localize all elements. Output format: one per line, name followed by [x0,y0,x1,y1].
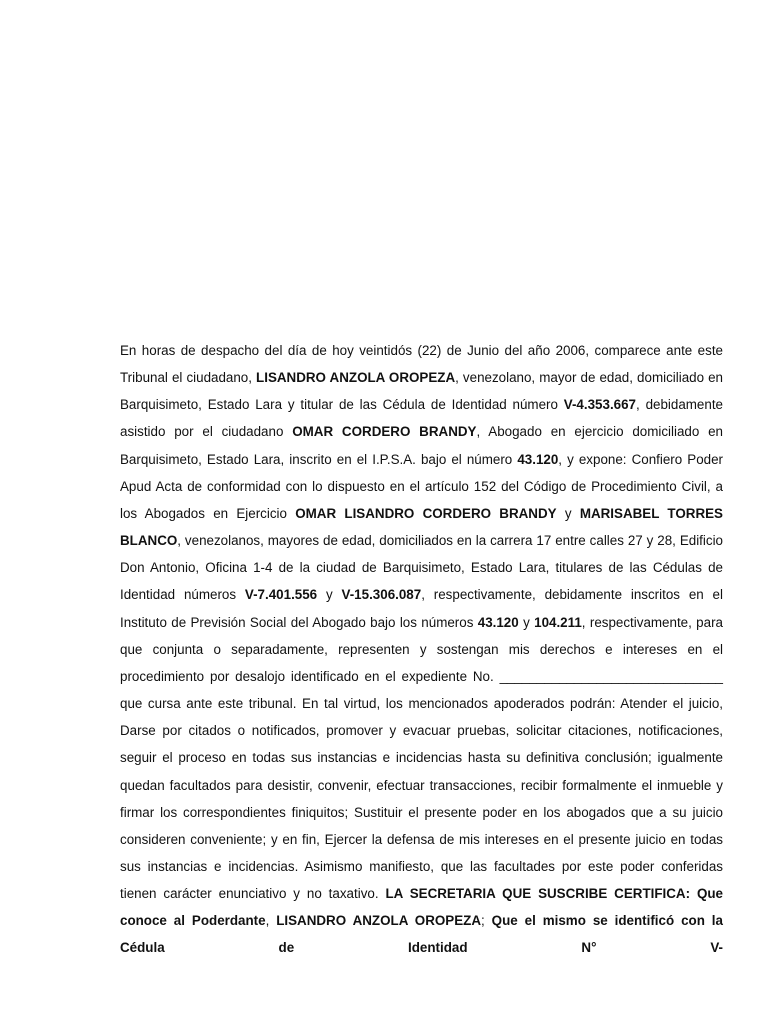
identification-statement: Que el mismo se identificó con la Cédula de Identidad N° V- [120,913,723,956]
document-body-paragraph [120,337,723,962]
inpre-number-2: 104.211 [534,614,582,630]
text-segment: y [556,505,580,521]
apoderado-1-cedula: V-7.401.556 [244,587,318,603]
text-segment: , respectivamente, debidamente inscritos en el Instituto de Previsión Social del Abogado bajo los números [120,587,723,630]
text-segment: ; [481,913,492,929]
ipsa-number: 43.120 [517,451,559,467]
text-segment: , Abogado en ejercicio domiciliado en Barquisimeto, Estado Lara, inscrito en el I.P.S.A. bajo el número [120,424,724,467]
text-segment: , [265,913,277,929]
text-segment: , venezolanos, mayores de edad, domiciliados en la carrera 17 entre calles 27 y 28, Edificio Don Antonio, Oficina 1-4 de la ciudad de Barquisimeto, Estado Lara, titulares de las Cédulas de Identidad números [120,533,723,603]
apoderado-1-name: OMAR LISANDRO CORDERO BRANDY [295,505,557,521]
poderdante-name-repeat: LISANDRO ANZOLA OROPEZA [276,913,482,929]
poderdante-name: LISANDRO ANZOLA OROPEZA [256,370,456,386]
certification-heading: LA SECRETARIA QUE SUSCRIBE CERTIFICA: Que conoce al Poderdante [120,886,723,929]
poderdante-cedula: V-4.353.667 [563,397,637,413]
text-segment: , debidamente asistido por el ciudadano [120,397,723,440]
asistente-name: OMAR CORDERO BRANDY [292,424,477,440]
apoderado-2-name: MARISABEL TORRES BLANCO [120,505,723,549]
text-segment: y [518,614,535,630]
text-segment: , venezolano, mayor de edad, domiciliado en Barquisimeto, Estado Lara y titular de las Cédula de Identidad número [120,370,723,413]
inpre-number-1: 43.120 [477,614,519,630]
apoderado-2-cedula: V-15.306.087 [341,587,422,603]
text-segment: En horas de despacho del día de hoy veintidós (22) de Junio del año 2006, comparece ante este Tribunal el ciudadano, [120,343,723,386]
text-segment: y [317,587,342,603]
text-segment: , respectivamente, para que conjunta o separadamente, representen y sostengan mis derechos e intereses en el procedimiento por desalojo identificado en el expediente No. ______________________________ que cursa ante este tribunal. En tal virtud, los mencionados apoderados podrán: Atender el juicio, Darse por citados o notificados, promover y evacuar pruebas, solicitar citaciones, notificaciones, seguir el proceso en todas sus instancias e incidencias hasta su definitiva conclusión; igualmente quedan facultados para desistir, convenir, efectuar transacciones, recibir formalmente el inmueble y firmar los correspondientes finiquitos; Sustituir el presente poder en los abogados que a su juicio consideren conveniente; y en fin, Ejercer la defensa de mis intereses en el presente juicio en todas sus instancias e incidencias. Asimismo manifiesto, que las facultades por este poder conferidas tienen carácter enunciativo y no taxativo. [120,614,723,902]
text-segment: , y expone: Confiero Poder Apud Acta de conformidad con lo dispuesto en el artículo 152 del Código de Procedimiento Civil, a los Abogados en Ejercicio [120,451,723,521]
